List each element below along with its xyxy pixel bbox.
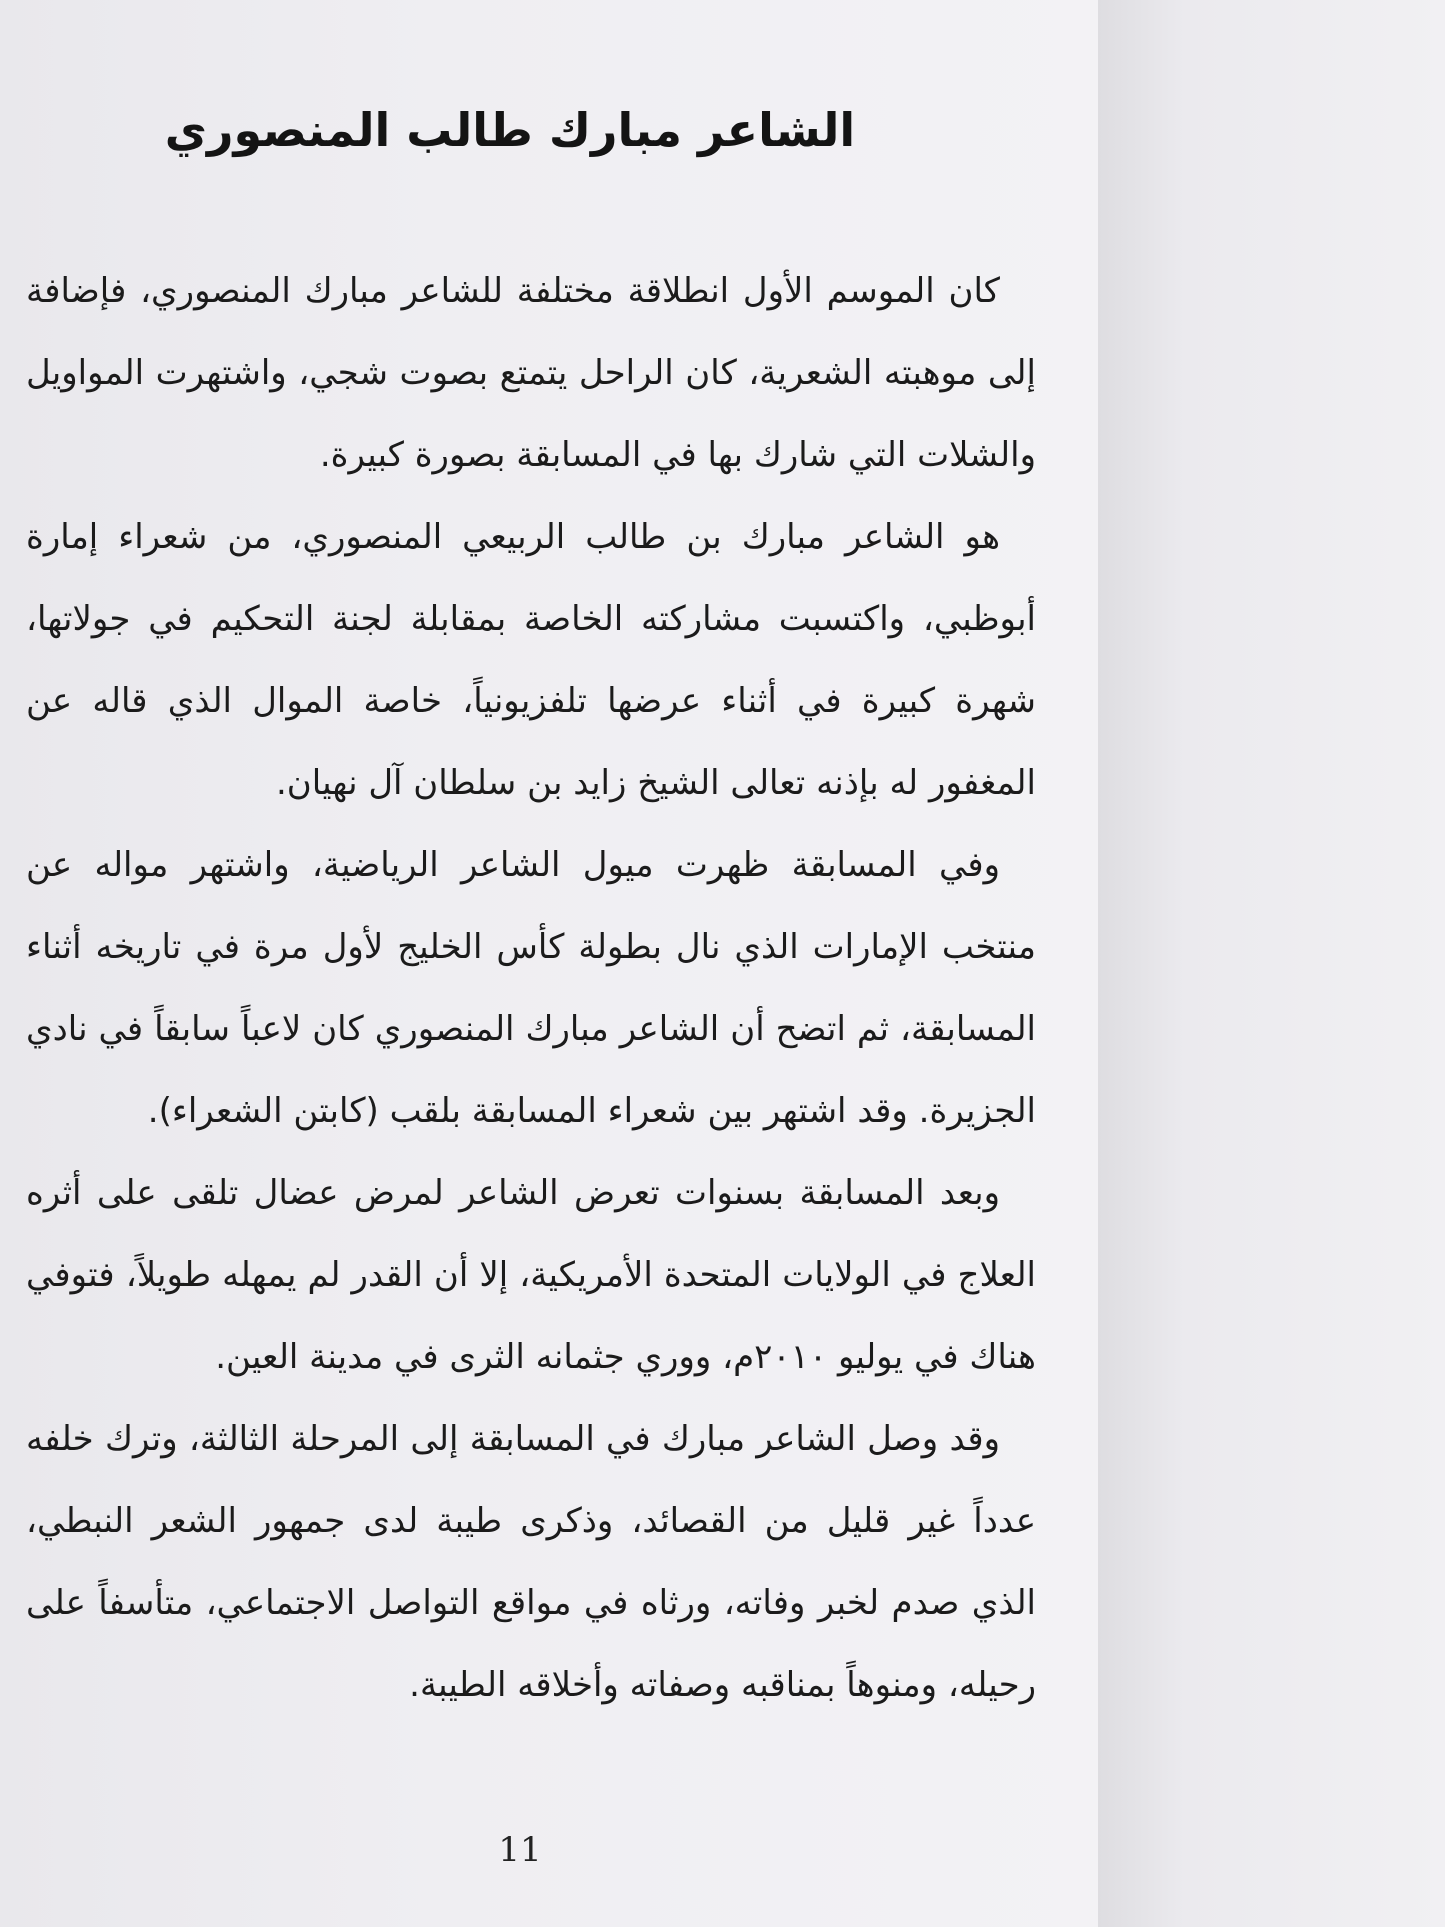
paragraph: هو الشاعر مبارك بن طالب الربيعي المنصوري، من شعراء إمارة أبوظبي، واكتسبت مشاركته الخاصة بمقابلة لجنة التحكيم في جولاتها، شهرة كبيرة في أثناء عرضها تلفزيونياً، خاصة الموال الذي قاله عن المغفور له بإذنه تعالى الشيخ زايد بن سلطان آل نهيان. (26, 517, 1036, 803)
paragraph: وقد وصل الشاعر مبارك في المسابقة إلى المرحلة الثالثة، وترك خلفه عدداً غير قليل من القصائد، وذكرى طيبة لدى جمهور الشعر النبطي، الذي صدم لخبر وفاته، ورثاه في مواقع التواصل الاجتماعي، متأسفاً على رحيله، ومنوهاً بمناقبه وصفاته وأخلاقه الطيبة. (26, 1419, 1036, 1705)
paragraph: وبعد المسابقة بسنوات تعرض الشاعر لمرض عضال تلقى على أثره العلاج في الولايات المتحدة الأمريكية، إلا أن القدر لم يمهله طويلاً، فتوفي هناك في يوليو ٢٠١٠م، ووري جثمانه الثرى في مدينة العين. (26, 1173, 1036, 1377)
article-body (26, 250, 1036, 1720)
background-surface (1098, 0, 1445, 1927)
paragraph: كان الموسم الأول انطلاقة مختلفة للشاعر مبارك المنصوري، فإضافة إلى موهبته الشعرية، كان الراحل يتمتع بصوت شجي، واشتهرت المواويل والشلات التي شارك بها في المسابقة بصورة كبيرة. (26, 271, 1036, 475)
paragraph: وفي المسابقة ظهرت ميول الشاعر الرياضية، واشتهر مواله عن منتخب الإمارات الذي نال بطولة كأس الخليج لأول مرة في تاريخه أثناء المسابقة، ثم اتضح أن الشاعر مبارك المنصوري كان لاعباً سابقاً في نادي الجزيرة. وقد اشتهر بين شعراء المسابقة بلقب (كابتن الشعراء). (26, 845, 1036, 1131)
page-number: 11 (498, 1830, 542, 1870)
page-title: الشاعر مبارك طالب المنصوري (164, 103, 856, 157)
